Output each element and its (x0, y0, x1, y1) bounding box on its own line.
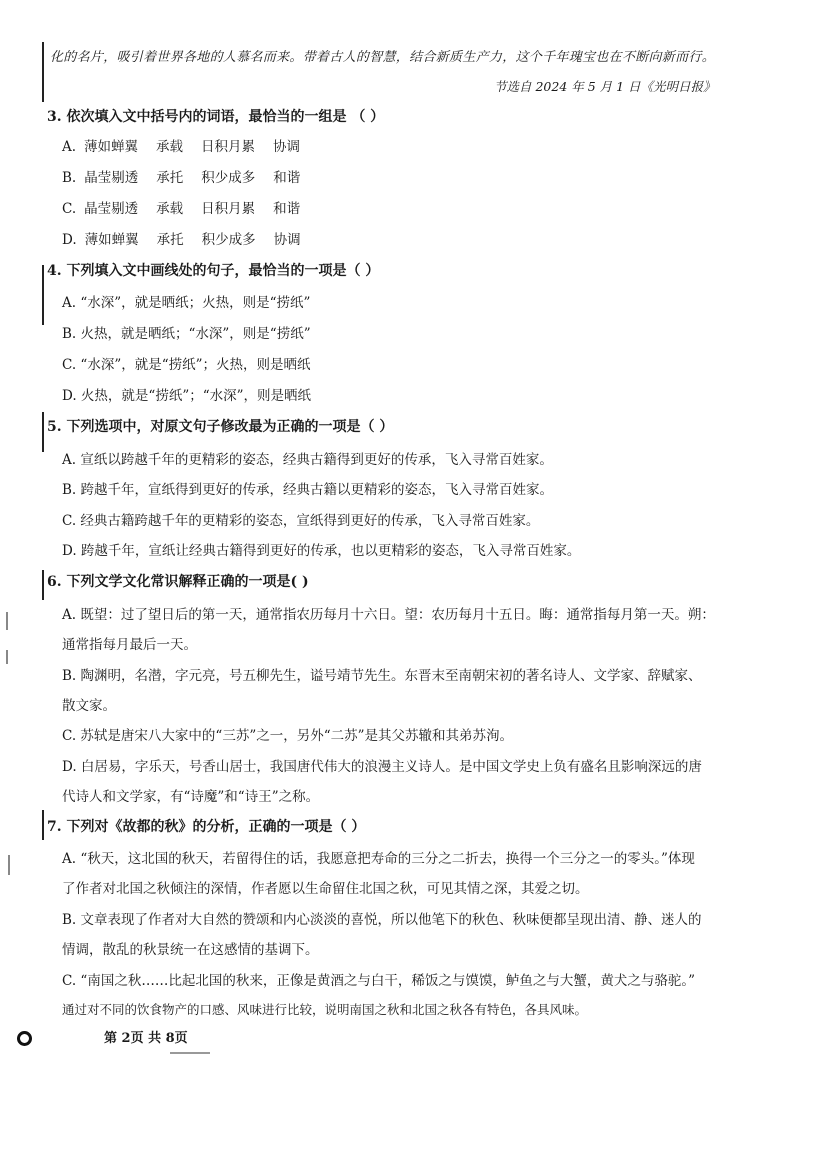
margin-bar (42, 570, 44, 600)
option-word: 承载 (156, 201, 184, 217)
option-word: 薄如蝉翼 (84, 139, 139, 155)
question-5-option-b[interactable]: B. 跨越千年，宣纸得到更好的传承，经典古籍以更精彩的姿态，飞入寻常百姓家。 (62, 482, 554, 498)
question-7-option-b-cont: 情调，散乱的秋景统一在这感情的基调下。 (62, 942, 319, 958)
option-word: 积少成多 (201, 232, 256, 248)
question-5-option-c[interactable]: C. 经典古籍跨越千年的更精彩的姿态，宣纸得到更好的传承，飞入寻常百姓家。 (62, 513, 540, 529)
question-5-stem: 5. 下列选项中，对原文句子修改最为正确的一项是（ ） (47, 419, 394, 435)
option-word: 承托 (156, 232, 184, 248)
scan-mark (6, 650, 8, 664)
option-word: 协调 (273, 139, 301, 155)
option-word: 日积月累 (201, 201, 256, 217)
margin-bar (42, 265, 44, 325)
option-word: 协调 (273, 232, 301, 248)
margin-bar (42, 810, 44, 840)
scan-artifact (170, 1052, 210, 1054)
question-6-option-a[interactable]: A. 既望：过了望日后的第一天，通常指农历每月十六日。望：农历每月十五日。晦：通常指每月第一天。朔： (62, 607, 715, 623)
question-6-option-c[interactable]: C. 苏轼是唐宋八大家中的“三苏”之一，另外“二苏”是其父苏辙和其弟苏洵。 (62, 728, 514, 744)
option-word: 和谐 (273, 201, 301, 217)
option-word: 积少成多 (201, 170, 256, 186)
question-5-option-a[interactable]: A. 宣纸以跨越千年的更精彩的姿态，经典古籍得到更好的传承，飞入寻常百姓家。 (62, 452, 553, 468)
option-word: 晶莹剔透 (84, 170, 139, 186)
question-6-option-d-cont: 代诗人和文学家，有“诗魔”和“诗王”之称。 (62, 789, 320, 805)
question-3-option-a[interactable] (62, 138, 318, 156)
option-word: 日积月累 (201, 139, 256, 155)
intro-line: 化的名片，吸引着世界各地的人慕名而来。带着古人的智慧，结合新质生产力，这个千年瑰宝也在不断向新而行。 (50, 50, 716, 65)
binding-hole-mark (17, 1031, 32, 1046)
question-3-option-d[interactable] (62, 231, 319, 249)
question-3-option-c[interactable] (62, 200, 318, 218)
question-6-option-d[interactable]: D. 白居易，字乐天，号香山居士，我国唐代伟大的浪漫主义诗人。是中国文学史上负有盛名且影响深远的唐 (62, 759, 702, 775)
question-7-option-a-cont: 了作者对北国之秋倾注的深情，作者愿以生命留住北国之秋，可见其情之深，其爱之切。 (62, 881, 589, 897)
question-5-option-d[interactable]: D. 跨越千年，宣纸让经典古籍得到更好的传承，也以更精彩的姿态，飞入寻常百姓家。 (62, 543, 581, 559)
question-7-option-a[interactable]: A. “秋天，这北国的秋天，若留得住的话，我愿意把寿命的三分之二折去，换得一个三分之一的零头。”体现 (62, 851, 695, 867)
question-6-option-b[interactable]: B. 陶渊明，名潜，字元亮，号五柳先生，谥号靖节先生。东晋末至南朝宋初的著名诗人、文学家、辞赋家、 (62, 668, 702, 684)
scan-mark (6, 612, 8, 630)
scan-mark (8, 855, 10, 875)
question-4-option-a[interactable]: A. “水深”，就是晒纸；火热，则是“捞纸” (62, 295, 311, 311)
question-4-option-d[interactable]: D. 火热，就是“捞纸”；“水深”，则是晒纸 (62, 388, 312, 404)
option-key: A. (62, 139, 77, 155)
question-3-stem: 3. 依次填入文中括号内的词语，最恰当的一组是 （ ） (47, 109, 385, 125)
question-7-stem: 7. 下列对《故都的秋》的分析，正确的一项是（ ） (47, 819, 366, 835)
margin-bar (42, 412, 44, 452)
question-6-option-b-cont: 散文家。 (62, 698, 116, 714)
option-word: 承载 (156, 139, 184, 155)
option-key: C. (62, 201, 77, 217)
question-3-option-b[interactable] (62, 169, 318, 187)
question-7-option-c-cont: 通过对不同的饮食物产的口感、风味进行比较，说明南国之秋和北国之秋各有特色，各具风味。 (62, 1002, 588, 1017)
question-4-stem: 4. 下列填入文中画线处的句子，最恰当的一项是（ ） (47, 263, 380, 279)
page-number: 第 2页 共 8页 (104, 1031, 188, 1046)
margin-bar (42, 42, 44, 102)
option-word: 承托 (156, 170, 184, 186)
question-4-option-c[interactable]: C. “水深”，就是“捞纸”；火热，则是晒纸 (62, 357, 311, 373)
question-7-option-b[interactable]: B. 文章表现了作者对大自然的赞颂和内心淡淡的喜悦，所以他笔下的秋色、秋味便都呈现出清、静、迷人的 (62, 912, 702, 928)
question-6-stem: 6. 下列文学文化常识解释正确的一项是( ) (47, 574, 309, 590)
source-line: 节选自 2024 年 5 月 1 日《光明日报》 (494, 79, 716, 94)
option-word: 和谐 (273, 170, 301, 186)
option-key: D. (62, 232, 77, 248)
option-key: B. (62, 170, 77, 186)
option-word: 晶莹剔透 (84, 201, 139, 217)
option-word: 薄如蝉翼 (84, 232, 139, 248)
question-4-option-b[interactable]: B. 火热，就是晒纸；“水深”，则是“捞纸” (62, 326, 311, 342)
question-7-option-c[interactable]: C. “南国之秋……比起北国的秋来，正像是黄酒之与白干，稀饭之与馍馍，鲈鱼之与大蟹，黄犬之与骆驼。” (62, 973, 695, 989)
question-6-option-a-cont: 通常指每月最后一天。 (62, 637, 197, 653)
